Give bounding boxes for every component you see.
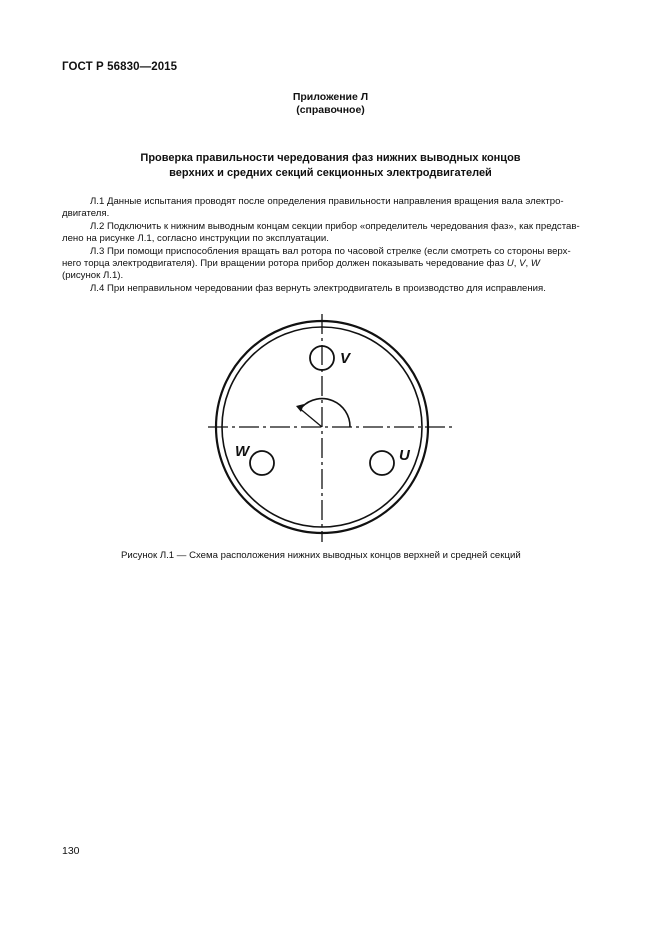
paragraph-l1-line-2: двигателя.: [62, 208, 110, 220]
body-text: [62, 196, 599, 295]
section-title: [0, 151, 661, 181]
paragraph-l3-text: него торца электродвигателя). При вращении ротора прибор должен показывать чередование фаз: [62, 258, 507, 270]
annex-status: (справочное): [296, 104, 365, 116]
paragraph-l4-line-1: Л.4 При неправильном чередовании фаз вернуть электродвигатель в производство для исправления.: [90, 282, 546, 294]
terminal-w: [250, 451, 274, 475]
figure-caption: Рисунок Л.1 — Схема расположения нижних выводных концов верхней и средней секций: [121, 550, 521, 561]
paragraph-l1-line-1: Л.1 Данные испытания проводят после определения правильности направления вращения вала электро-: [90, 196, 564, 207]
paragraph-l3-line-2: [62, 258, 599, 270]
paragraph-l3-line-3: (рисунок Л.1).: [62, 270, 124, 282]
paragraph-l2-line-2: лено на рисунке Л.1, согласно инструкции по эксплуатации.: [62, 233, 329, 245]
section-title-line-2: верхних и средних секций секционных электродвигателей: [169, 167, 492, 179]
separator: ,: [513, 258, 520, 270]
terminal-u: [370, 451, 394, 475]
separator: ,: [525, 258, 531, 270]
annex-heading: [0, 91, 661, 117]
annex-title: Приложение Л: [292, 91, 369, 103]
paragraph-l3-line-1: Л.3 При помощи приспособления вращать вал ротора по часовой стрелке (если смотреть со стороны верх-: [90, 245, 571, 257]
page-number: 130: [62, 845, 80, 857]
standard-code: ГОСТ Р 56830—2015: [62, 61, 178, 73]
paragraph-l2-line-1: Л.2 Подключить к нижним выводным концам секции прибор «определитель чередования фаз», как представ-: [90, 220, 580, 232]
phase-u-ref: U: [506, 258, 514, 270]
terminal-layout-diagram: [200, 310, 470, 545]
phase-w-ref: W: [530, 258, 540, 270]
phase-v-ref: V: [519, 258, 526, 270]
label-u: U: [399, 447, 410, 464]
label-v: V: [340, 350, 351, 367]
section-title-line-1: Проверка правильности чередования фаз нижних выводных концов: [140, 152, 521, 164]
rotation-arc: [302, 399, 350, 427]
label-w: W: [235, 443, 250, 460]
